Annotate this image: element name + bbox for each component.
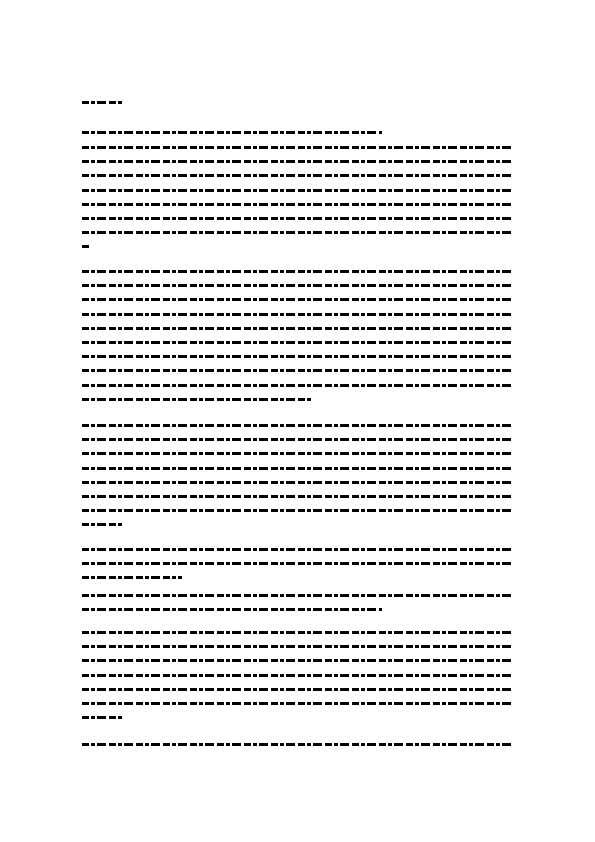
paragraph-line — [82, 548, 512, 551]
paragraph-line — [82, 245, 90, 248]
paragraph-3 — [82, 424, 512, 538]
paragraph-line — [82, 231, 512, 234]
header-text — [82, 101, 122, 104]
paragraph-line — [82, 284, 512, 287]
paragraph-line — [82, 631, 512, 634]
paragraph-line — [82, 659, 512, 662]
paragraph-line — [82, 576, 182, 579]
paragraph-line — [82, 452, 512, 455]
paragraph-line — [82, 203, 512, 206]
paragraph-line — [82, 594, 512, 597]
paragraph-line — [82, 674, 512, 677]
paragraph-line — [82, 298, 512, 301]
header-line — [82, 101, 512, 115]
paragraph-line — [82, 327, 512, 330]
paragraph-1 — [82, 146, 512, 260]
paragraph-line — [82, 270, 512, 273]
paragraph-5 — [82, 594, 512, 622]
paragraph-line — [82, 160, 512, 163]
paragraph-line — [82, 174, 512, 177]
paragraph-line — [82, 562, 512, 565]
paragraph-line — [82, 608, 382, 611]
paragraph-line — [82, 481, 512, 484]
paragraph-line — [82, 702, 512, 705]
paragraph-line — [82, 743, 512, 746]
paragraph-line — [82, 438, 512, 441]
paragraph-line — [82, 313, 512, 316]
paragraph-line — [82, 398, 312, 401]
paragraph-line — [82, 146, 512, 149]
paragraph-4 — [82, 548, 512, 591]
paragraph-line — [82, 509, 512, 512]
heading-text — [82, 131, 382, 134]
paragraph-line — [82, 467, 512, 470]
paragraph-line — [82, 341, 512, 344]
paragraph-line — [82, 384, 512, 387]
paragraph-line — [82, 189, 512, 192]
paragraph-line — [82, 495, 512, 498]
paragraph-line — [82, 523, 122, 526]
paragraph-line — [82, 217, 512, 220]
paragraph-2 — [82, 270, 512, 412]
paragraph-6 — [82, 631, 512, 730]
paragraph-line — [82, 424, 512, 427]
paragraph-line — [82, 645, 512, 648]
paragraph-line — [82, 355, 512, 358]
paragraph-line — [82, 688, 512, 691]
paragraph-line — [82, 716, 122, 719]
paragraph-line — [82, 369, 512, 372]
section-heading — [82, 131, 512, 145]
paragraph-7 — [82, 743, 512, 757]
